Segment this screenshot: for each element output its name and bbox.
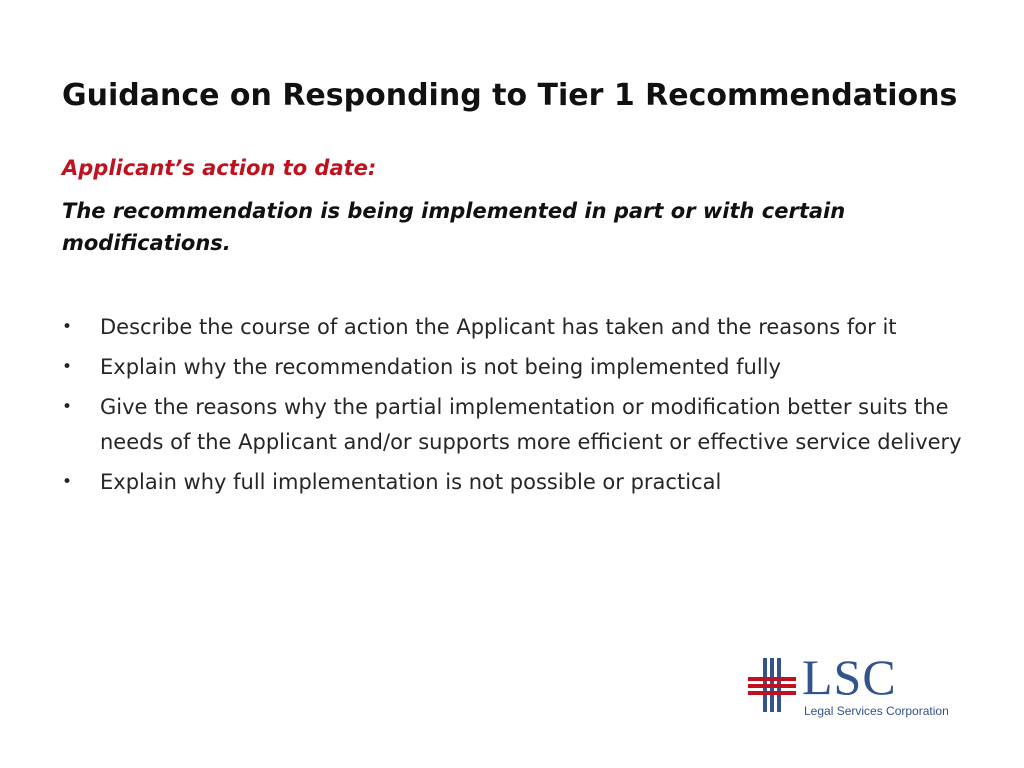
status-text: The recommendation is being implemented in part or with certain modifications. <box>62 199 846 255</box>
status-label: Applicant’s action to date: <box>62 156 377 180</box>
logo-caption: Legal Services Corporation <box>804 704 949 718</box>
slide-title: Guidance on Responding to Tier 1 Recommendations <box>62 78 958 113</box>
bullet-text: Explain why full implementation is not possible or practical <box>100 470 722 494</box>
bullet-text: Describe the course of action the Applicant has taken and the reasons for it <box>100 315 897 339</box>
bullet-list <box>62 310 962 505</box>
bullet-icon: • <box>62 317 73 337</box>
logo-letters: LSC <box>802 649 897 705</box>
bullet-item <box>62 310 962 345</box>
bullet-item <box>62 350 962 385</box>
bullet-text: Give the reasons why the partial implementation or modification better suits the needs of the Applicant and/or supports more efficient or effective service delivery <box>100 395 962 454</box>
bullet-icon: • <box>62 472 73 492</box>
lsc-logo-mark-icon <box>746 658 798 712</box>
bullet-icon: • <box>62 357 73 377</box>
bullet-item <box>62 465 962 500</box>
bullet-item <box>62 390 962 460</box>
bullet-text: Explain why the recommendation is not being implemented fully <box>100 355 781 379</box>
lsc-logo <box>746 649 976 724</box>
bullet-icon: • <box>62 397 73 417</box>
